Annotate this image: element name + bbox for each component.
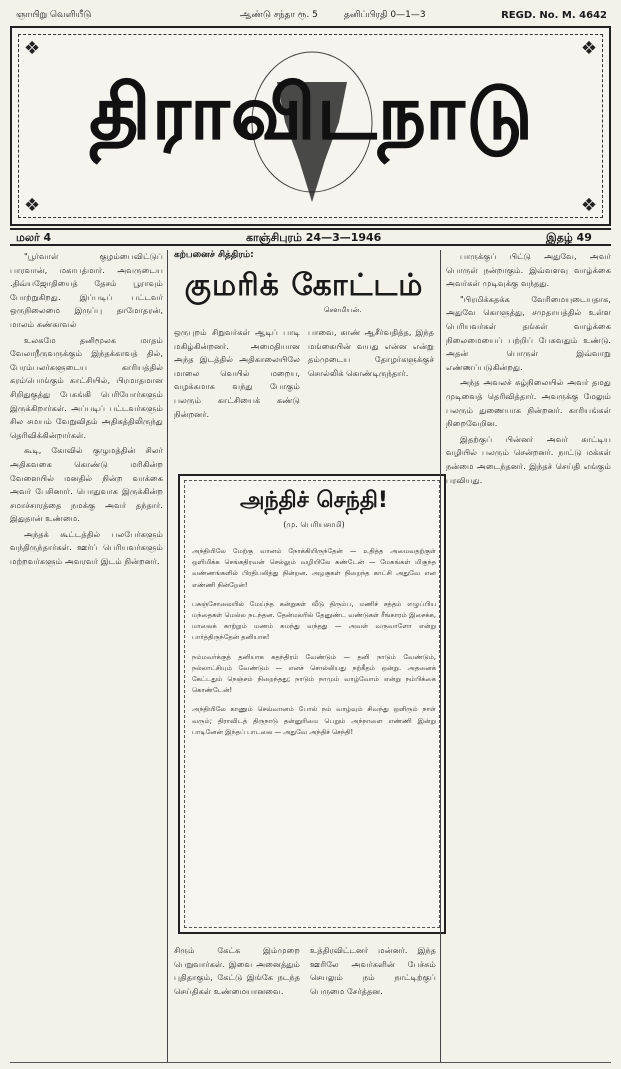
poem-title: அந்திச் செந்தி! xyxy=(240,488,388,513)
poem-stanza: நம்மவர்க்குத் தனியாக சுதந்திரம் வேண்டும் — தனி நாடும் வேண்டும், நல்லாட்சியும் வேண்டும் — எனச் சொல்லியது நற்கீதம் ஒன்று. அதனைக் கேட்டதும் நெஞ்சம் நிறைந்தது; நாடும் நாமும் வாழ்வோம் என்று நம்பிக்கை கொண்டேன்! xyxy=(192,652,436,695)
paragraph: பாருக்குப் பிட்டு அதுவே, அவர் பொருள் நன்றாகும். இவ்வளவு வாழ்க்கை அவர்கள் முடிவுக்கு வந்தது. xyxy=(446,251,611,289)
poem-author: (மு. பெரியசாமி) xyxy=(283,520,345,529)
paragraph: கூடி, கோவில் குழுமத்தின் சிலர் அதிகவகை கொண்டு மரிகின்ற வேளையில் மனதில் நின்ற வாக்கை அவர் பேசினார். பொதுவாக இருக்கின்ற சமாச்சாரத்தை நமக்கு அவர் தந்தார். இதுதான் உண்மை. xyxy=(10,445,163,524)
left-column xyxy=(10,250,168,1062)
registration-number: REGD. No. M. 4642 xyxy=(501,10,607,21)
newspaper-title: திராவிடநாடு xyxy=(89,70,535,156)
edition-label: ஞாயிறு வெளியீடு xyxy=(16,10,92,20)
ornament-icon: ❖ xyxy=(580,195,597,216)
single-copy-price: தனிப்பிரதி 0—1—3 xyxy=(344,10,426,20)
bottom-rule xyxy=(10,1062,611,1063)
series-label: கற்பனைச் சித்திரம்: xyxy=(174,250,254,260)
paragraph: இதற்குப் பின்னர் அவர் காட்டிய வழியில் பலரும் சென்றனர். நாட்டு மக்கள் நன்மை அடைந்தனர். இந்தச் செய்தி எங்கும் பரவியது. xyxy=(446,433,611,485)
place-date: காஞ்சிபுரம் 24—3—1946 xyxy=(246,231,382,244)
poem-body xyxy=(192,546,436,746)
issue-number: இதழ் 49 xyxy=(546,231,592,244)
continuation-text-right: உத்திரவிட்டனர் மன்னர். இந்த ஊரிலே அவர்களின் பேச்சும் செயலும் நம் நாட்டிற்குப் பெருமை சேர்த்தன. xyxy=(310,945,436,996)
annual-subscription: ஆண்டு சந்தா ரூ. 5 xyxy=(240,10,318,20)
right-column xyxy=(440,250,611,1062)
ornament-icon: ❖ xyxy=(580,38,597,59)
paragraph: உலகமே தனிமூலக மாதம் வேலாநீருவருக்கும் இந்தக்காவத் தில், பேரம்பலர்களுடைய காரியத்தில் கரம்பொங்கும் காட்சியில், பிரமாதமான சிறிதுகுத்து பேசுங்கி பெரியோர்களும் இருக்கிறார்கள். அப்படிப் பட்டவர்களும் சில சமயம் வேறுவிதம் அதிகத்திலிருந்து தெரிவிக்கின்றார்கள். xyxy=(10,334,163,440)
continuation-text-left: சிரும் கேட்க இம்முறை பெறுவார்கள். இவை அனைத்தும் புதிதாகும், கேட்டு இங்கே நடந்த செய்திகள் உண்மையானவை. xyxy=(174,945,300,996)
poem-stanza: பசுஞ்சோலையில் மேய்ந்த கன்றுகள் வீடு திரும்ப, மணிச் சத்தம் எழுப்பிய மந்தைகள் மெல்ல நடந்தன. தேன்மலரில் தேனுண்ட வண்டுகள் ரீங்காரம் இசைக்க, மாலைக் காற்றும் மணம் சுமந்து வந்தது — அவள் வருவாளோ என்று பார்த்திருந்தேன் தனியாக! xyxy=(192,599,436,642)
feature-continuation xyxy=(174,944,436,1064)
feature-text-left: ஒருபுறம் சிறுவர்கள் ஆடிப் பாடி மகிழ்கின்றனர். அமைதியான அந்த இடத்தில் அதிகாலையிலே மாலை வெயில் மறைய, வழக்கமாக வந்து போகும் பலரும் காட்சியைக் கண்டு நின்றனர். xyxy=(174,327,300,419)
newspaper-page xyxy=(8,4,613,1065)
ornament-icon: ❖ xyxy=(24,38,41,59)
feature-author: சௌமியன். xyxy=(324,306,362,314)
top-strip xyxy=(8,4,613,26)
volume-label: மலர் 4 xyxy=(16,231,52,244)
feature-header xyxy=(174,250,434,314)
paragraph: அந்தக் கூட்டத்தில் பலபேர்களும் வந்திருந்தார்கள். ஊர்ப் பெரியவர்களும் மற்றவர்களும் அவரவர் இடம் நின்றனர். xyxy=(10,528,163,567)
poem-stanza: அந்தியிலே காணும் செவ்வானம் போல் நம் வாழ்வும் சிவந்து ஒளிரும் நாள் வரும்; திராவிடத் திருநாடு தன்னுரிமை பெறும் அந்நாளை எண்ணி இன்று பாடினேன் இந்தப் பாடலை — அதுவே அந்திச் செந்தி! xyxy=(192,705,436,736)
ornament-icon: ❖ xyxy=(24,195,41,216)
masthead xyxy=(10,26,611,226)
issue-bar xyxy=(10,228,611,246)
paragraph: "பூர்வாள் குழம்பைவிட்டுப் பாரவான், மகாபத்மார். அவருடைய .திவ்யஜோதியைத் தேசம் பூராவும் போற்றுகிறது. இப்படிப் பட்டவர் ஒருநிலைமை இருப்பு தாமோதரன், மாலம் கண்காவல் xyxy=(10,251,163,329)
paragraph: "பிரமிக்கதக்க வேரிமையுடையதாக, அதுவே கொளுத்து, சமுதாயத்தில் உள்ள பெரியவர்கள் தங்கள் வாழ்க்கை நிலைமையைப் பற்றிப் பேசுவதும் உண்டு. அதன் பொருள் இவ்வாறு எண்ணப்படுகின்றது. xyxy=(446,293,611,372)
feature-text-right: பாவை, காண் ஆசீர்வதித்த, இந்த மங்கையின் வயது என்ன என்று தம்முடைய தோழர்களுக்குச் சொல்லிக் கொண்டிருந்தார். xyxy=(308,327,434,378)
poem-box xyxy=(178,474,446,934)
poem-stanza: அந்தியிலே மேற்கு வானம் நோக்கியிருந்தேன் — உதித்த அமைவதற்குள் ஒளிமிக்க செங்கதிரவன் செல்லும் வழியிலே கண்டேன் — மேகங்கள் மிகுந்த வண்ணங்களில் பிரதிபலித்து நின்றன. அழகுகள் நிறைந்த காட்சி அதுவே என எண்ணி நின்றேன்! xyxy=(192,547,436,589)
paragraph: அந்த அவலச் சுழ்நிலையில் அவர் தமது முடிவைத் தெரிவித்தார். அவருக்கு மேலும் பலரும் துணையாக நின்றனர். காரியங்கள் நிறைவேறின. xyxy=(446,377,611,429)
feature-title: குமரிக் கோட்டம் xyxy=(184,268,424,303)
